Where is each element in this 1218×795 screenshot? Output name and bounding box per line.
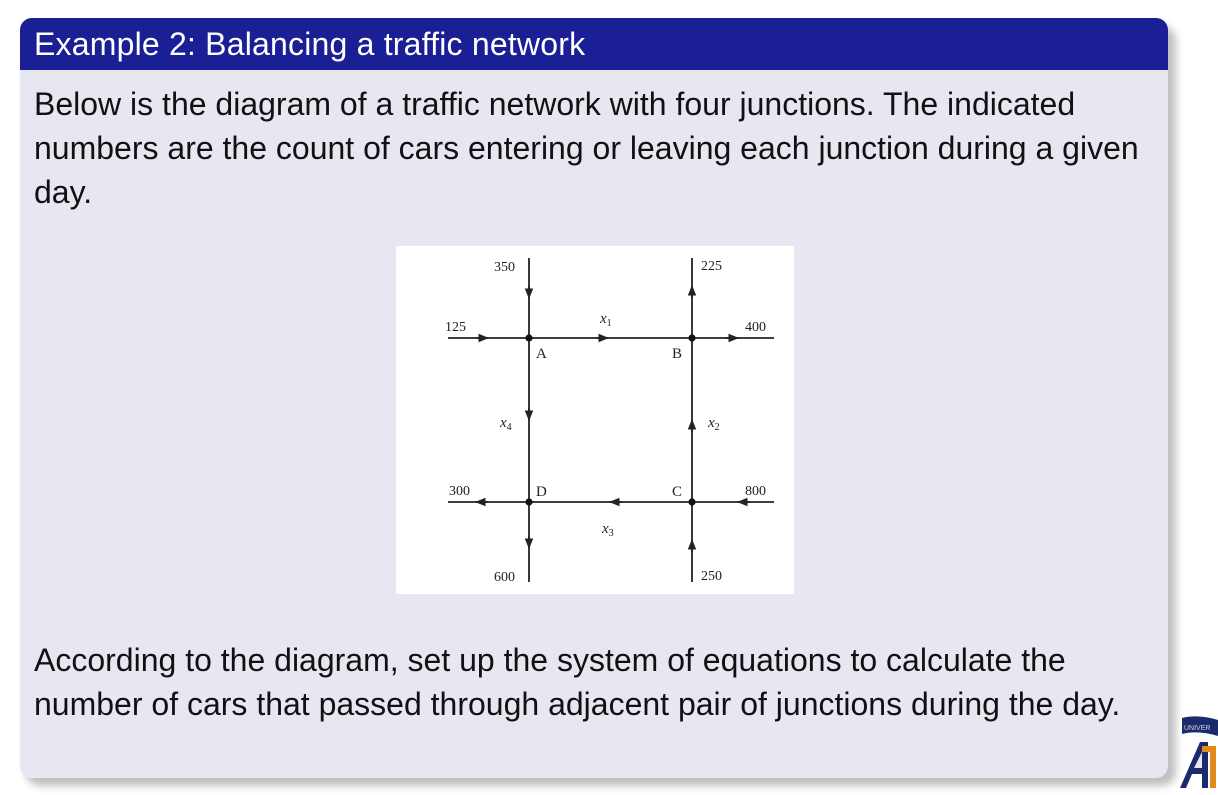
var-x3: $x_3$	[602, 521, 614, 539]
intro-paragraph: Below is the diagram of a traffic network with four junctions. The indicated numbers are the count of cars entering or leaving each junction during a given day.	[34, 86, 1139, 210]
junction-c-dot	[688, 498, 695, 505]
junction-b-dot	[688, 334, 695, 341]
count-300: 300	[449, 484, 470, 499]
junction-b-label: B	[672, 346, 683, 362]
junction-d-dot	[525, 498, 532, 505]
svg-text:UNIVER: UNIVER	[1184, 725, 1211, 732]
block-title: Example 2: Balancing a traffic network	[20, 18, 1168, 70]
count-250: 250	[701, 569, 722, 584]
university-logo	[1178, 716, 1218, 790]
junction-a-label: A	[536, 346, 547, 362]
count-225: 225	[701, 259, 722, 274]
junction-d-label: D	[536, 484, 547, 500]
question-paragraph: According to the diagram, set up the system of equations to calculate the number of cars that passed through adjacent pair of junctions during the day.	[34, 642, 1121, 722]
count-350: 350	[494, 260, 515, 275]
count-800: 800	[745, 484, 766, 499]
count-125: 125	[445, 320, 466, 335]
var-x1: $x_1$	[600, 311, 612, 329]
traffic-network-diagram	[396, 246, 794, 594]
count-400: 400	[745, 320, 766, 335]
junction-a-dot	[525, 334, 532, 341]
count-600: 600	[494, 570, 515, 585]
example-block	[20, 18, 1168, 778]
var-x4: $x_4$	[500, 415, 512, 433]
junction-c-label: C	[672, 484, 683, 500]
var-x2: $x_2$	[708, 415, 720, 433]
